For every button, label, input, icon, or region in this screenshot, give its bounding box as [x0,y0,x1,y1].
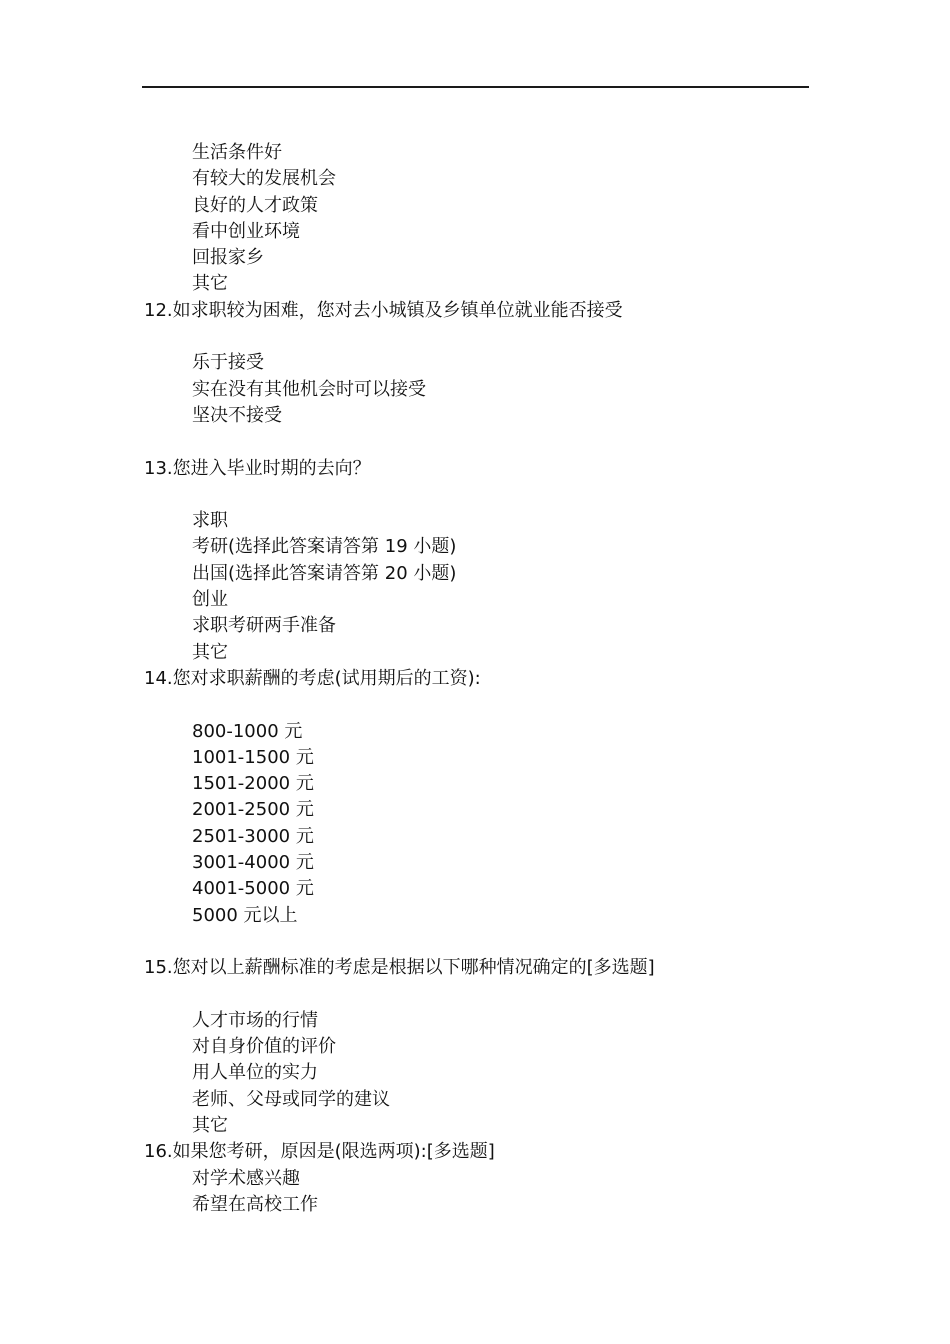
option: 1501-2000 元 [192,773,314,795]
option: 人才市场的行情 [192,1009,318,1031]
option: 对自身价值的评价 [192,1036,336,1058]
option: 3001-4000 元 [192,852,314,874]
option: 希望在高校工作 [192,1193,318,1215]
question-14 [144,666,844,955]
option: 求职 [192,510,228,532]
option: 有较大的发展机会 [192,168,336,190]
survey-content [144,140,844,1218]
question-15 [144,955,844,1139]
option: 其它 [192,641,228,663]
question-title: 15.您对以上薪酬标准的考虑是根据以下哪种情况确定的[多选题] [144,957,655,979]
question-title: 13.您进入毕业时期的去向？ [144,457,371,479]
option: 5000 元以上 [192,904,298,926]
option: 800-1000 元 [192,720,303,742]
question-16 [144,1139,844,1218]
question-13 [144,456,844,666]
option: 出国(选择此答案请答第 20 小题) [192,562,457,584]
question-12 [144,298,844,456]
option: 1001-1500 元 [192,746,314,768]
spacer [144,982,844,1008]
option: 用人单位的实力 [192,1062,318,1084]
option: 看中创业环境 [192,220,300,242]
question-title: 16.如果您考研，原因是(限选两项):[多选题] [144,1141,495,1163]
option: 对学术感兴趣 [192,1167,300,1189]
header-rule [142,86,809,88]
option: 考研(选择此答案请答第 19 小题) [192,536,457,558]
option: 回报家乡 [192,247,264,269]
option: 求职考研两手准备 [192,615,336,637]
option: 2001-2500 元 [192,799,314,821]
option: 乐于接受 [192,352,264,374]
spacer [144,482,844,508]
option: 其它 [192,273,228,295]
spacer [144,429,844,455]
option: 实在没有其他机会时可以接受 [192,378,426,400]
option: 4001-5000 元 [192,878,314,900]
option: 其它 [192,1114,228,1136]
question-title: 14.您对求职薪酬的考虑(试用期后的工资): [144,667,481,689]
q11-options [144,140,844,298]
option: 坚决不接受 [192,404,282,426]
spacer [144,324,844,350]
question-title: 12.如求职较为困难，您对去小城镇及乡镇单位就业能否接受 [144,299,623,321]
option: 老师、父母或同学的建议 [192,1088,390,1110]
option: 生活条件好 [192,142,282,163]
option: 2501-3000 元 [192,825,314,847]
spacer [144,929,844,955]
spacer [144,692,844,718]
option: 创业 [192,589,228,611]
option: 良好的人才政策 [192,194,318,216]
